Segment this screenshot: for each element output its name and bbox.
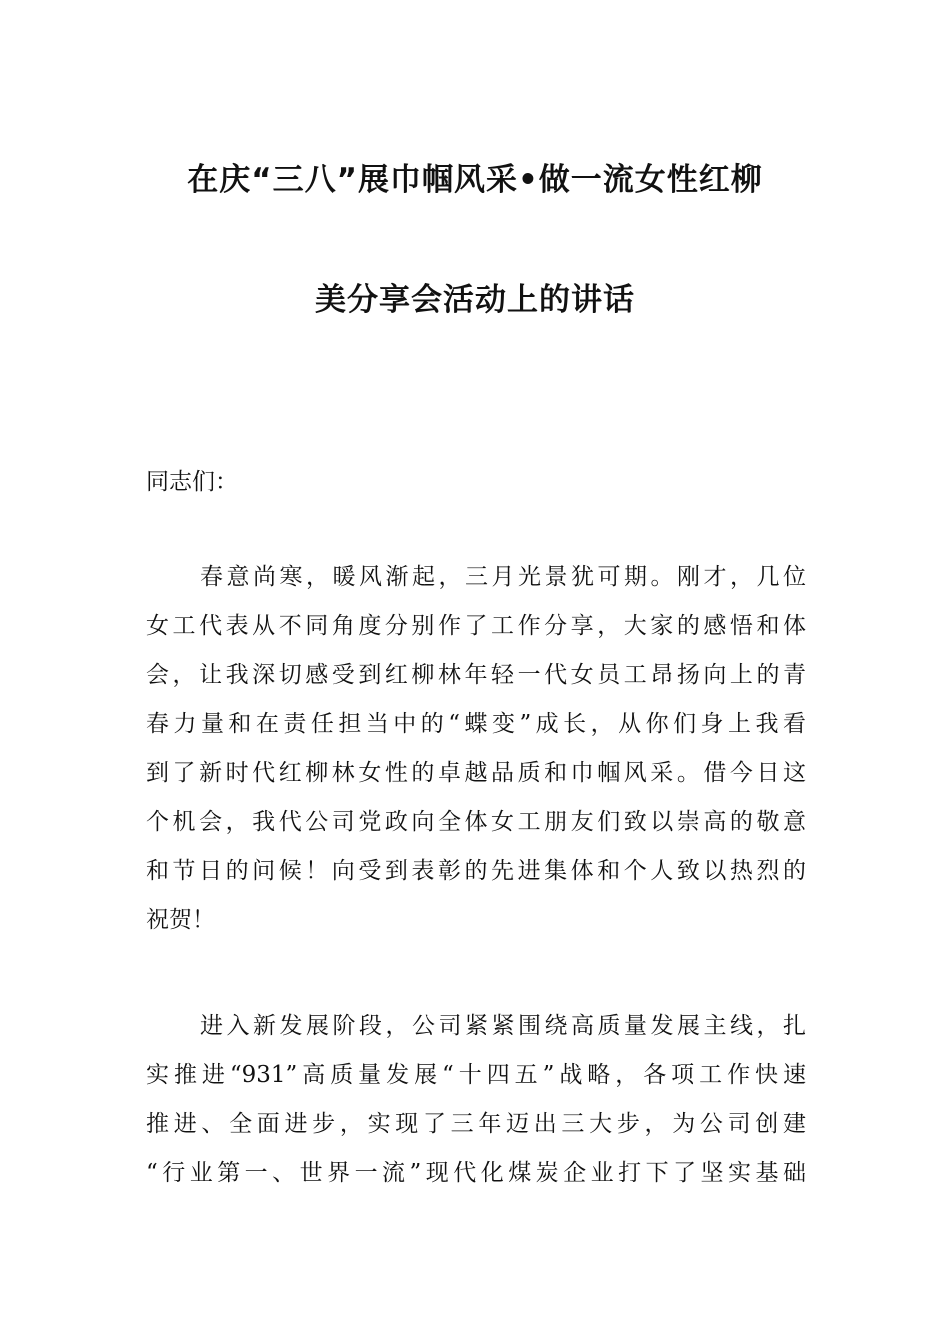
paragraph-line: 女工代表从不同角度分别作了工作分享，大家的感悟和体 [146, 613, 806, 639]
paragraph-line: 春意尚寒，暖风渐起，三月光景犹可期。刚才，几位 [200, 564, 806, 590]
paragraph-line: 实推进“931”高质量发展“十四五”战略，各项工作快速 [146, 1062, 806, 1088]
paragraph-line: “行业第一、世界一流”现代化煤炭企业打下了坚实基础 [146, 1160, 806, 1186]
paragraph-2 [146, 1002, 806, 1198]
paragraph-line: 和节日的问候！向受到表彰的先进集体和个人致以热烈的 [146, 858, 806, 884]
salutation: 同志们： [146, 469, 238, 495]
paragraph-line: 进入新发展阶段，公司紧紧围绕高质量发展主线，扎 [200, 1013, 806, 1039]
paragraph-line: 到了新时代红柳林女性的卓越品质和巾帼风采。借今日这 [146, 760, 806, 786]
document-title-line-2: 美分享会活动上的讲话 [315, 282, 635, 318]
paragraph-line: 推进、全面进步，实现了三年迈出三大步，为公司创建 [146, 1111, 806, 1137]
paragraph-line: 祝贺！ [146, 907, 215, 933]
paragraph-1 [146, 553, 806, 945]
paragraph-line: 会，让我深切感受到红柳林年轻一代女员工昂扬向上的青 [146, 662, 806, 688]
document-title-line-1: 在庆“三八”展巾帼风采•做一流女性红柳 [187, 162, 763, 198]
paragraph-line: 个机会，我代公司党政向全体女工朋友们致以崇高的敬意 [146, 809, 806, 835]
paragraph-line: 春力量和在责任担当中的“蝶变”成长，从你们身上我看 [146, 711, 806, 737]
